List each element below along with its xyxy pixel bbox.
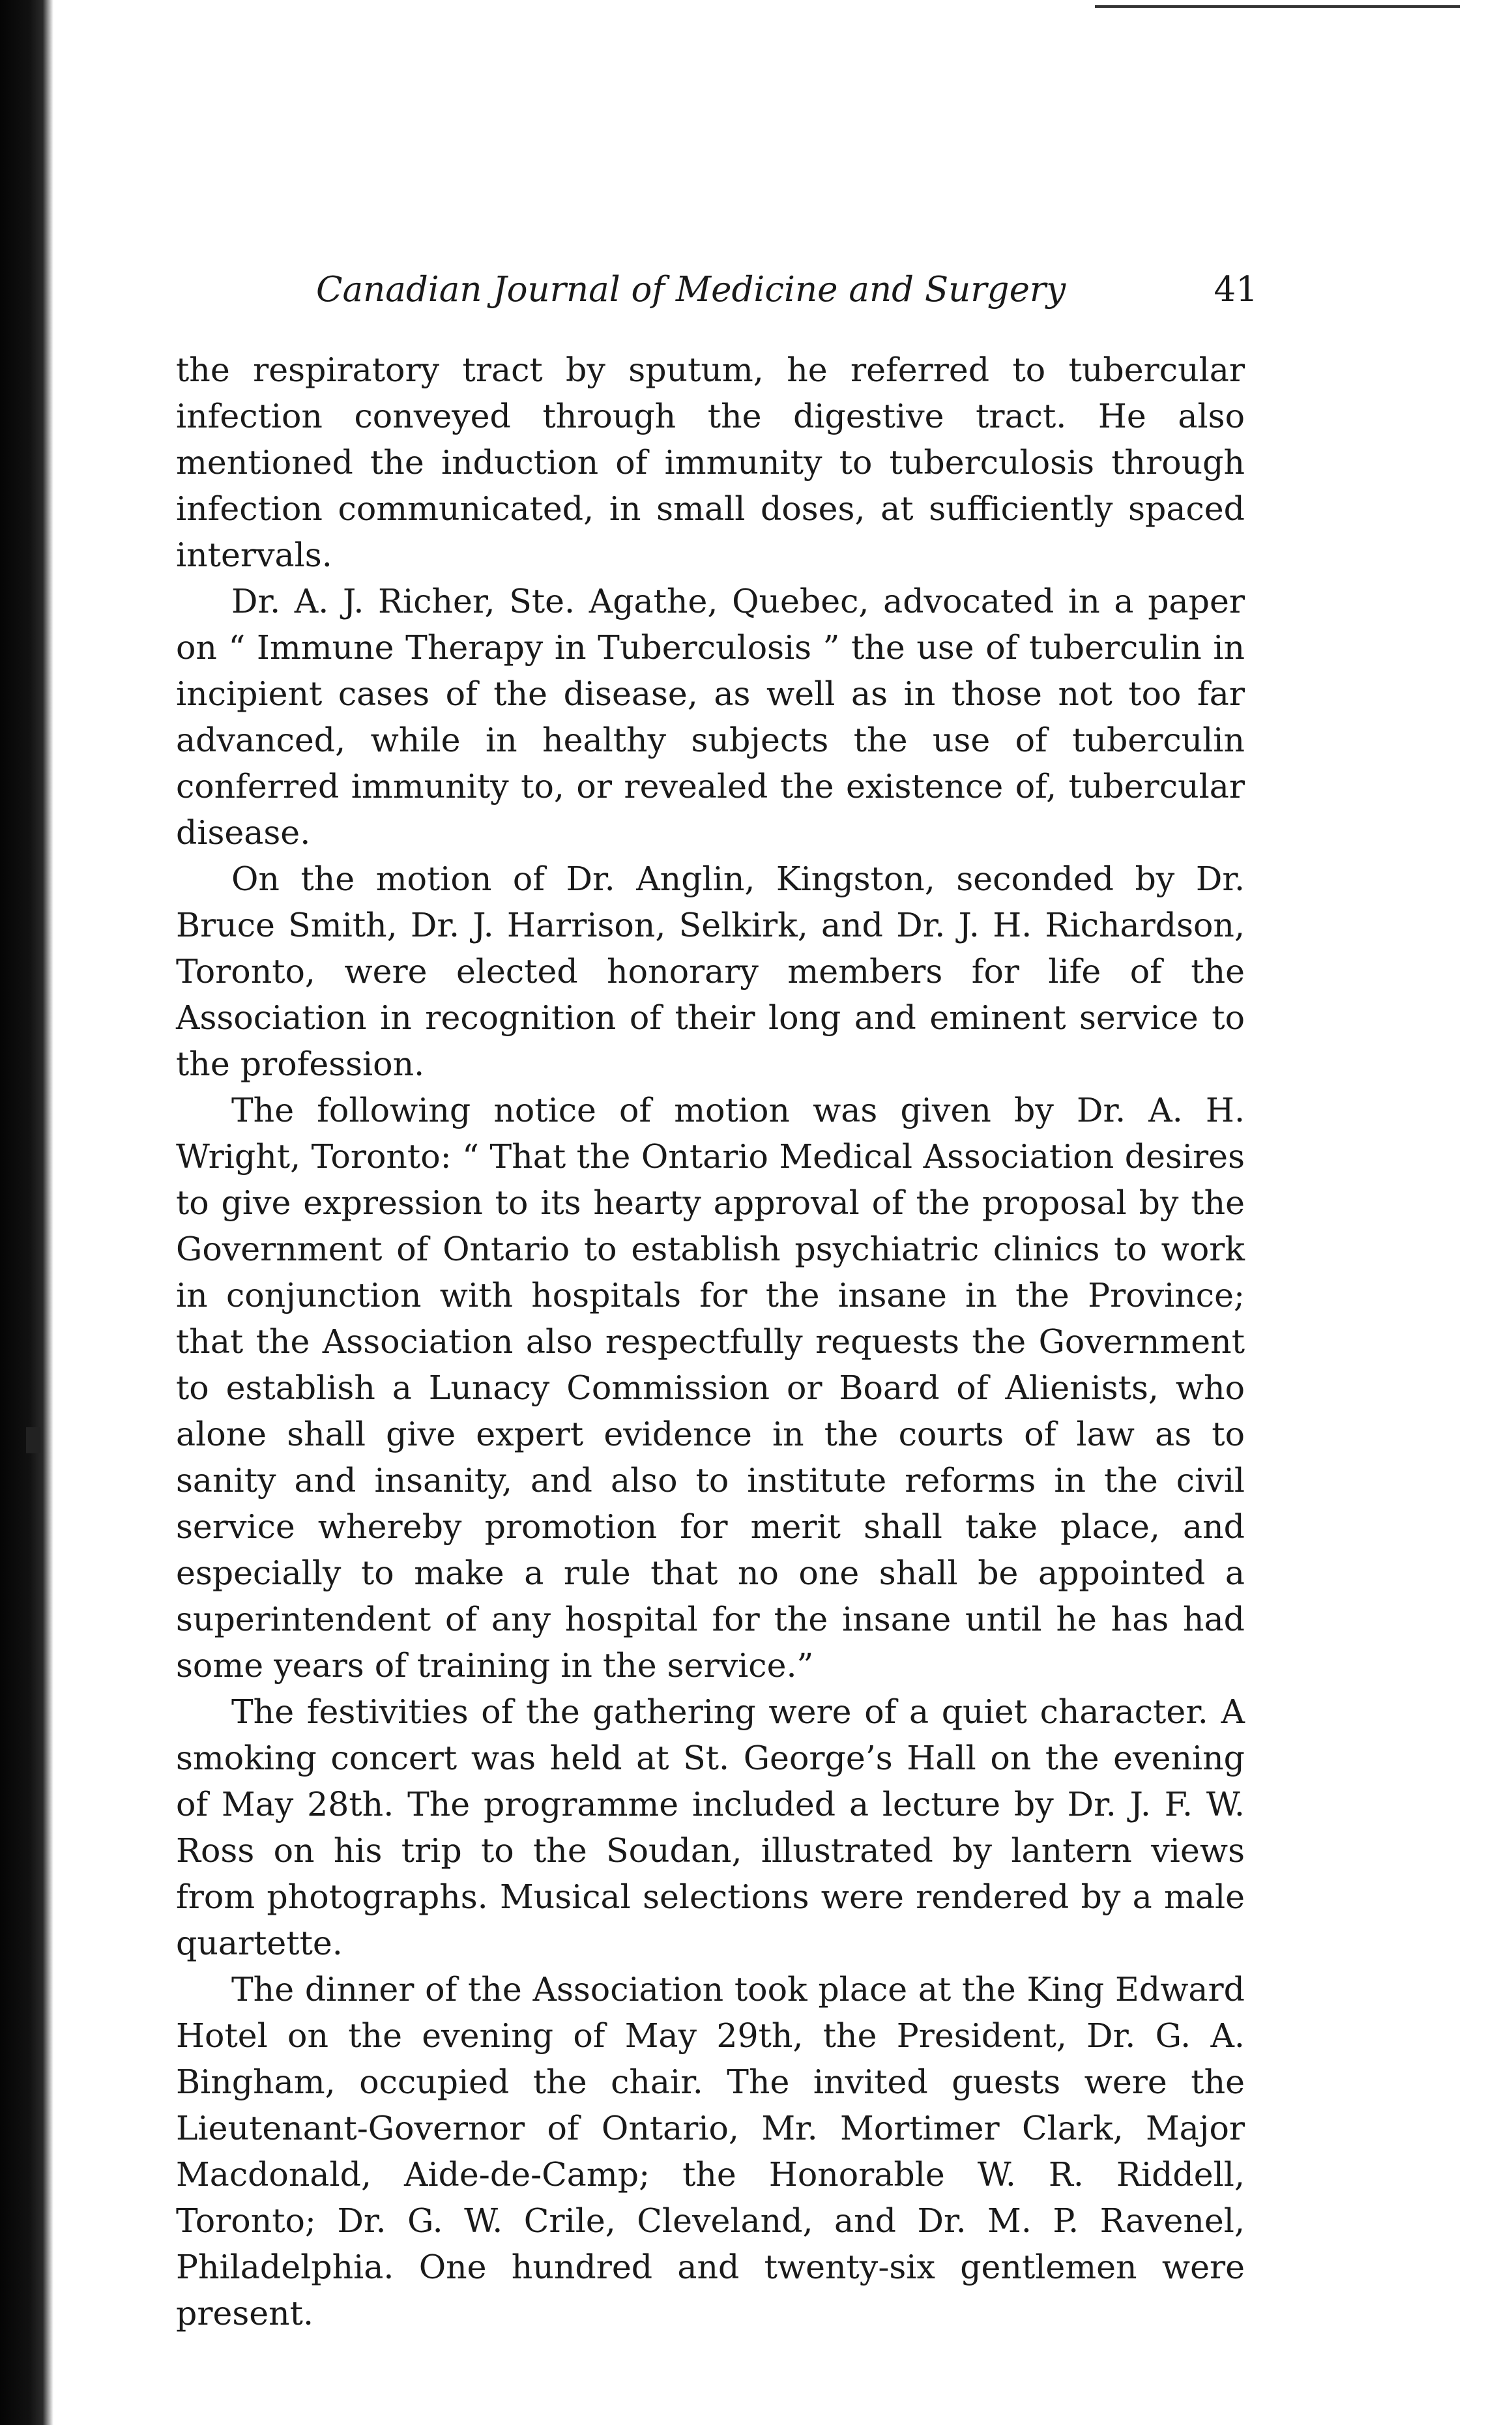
paragraph-notice-of-motion: The following notice of motion was given by Dr. A. H. Wright, Toronto: “ That the Ontario Medical Association desires to give expression to its hearty approval of the proposal by the Government of Ontario to establish psychiatric clinics to work in conjunction with hospitals for the insane in the Province; that the Association also respectfully requests the Government to establish a Lunacy Commission or Board of Alienists, who alone shall give expert evidence in the courts of law as to sanity and insanity, and also to institute reforms in the civil service whereby promotion for merit shall take place, and especially to make a rule that no one shall be appointed a superintendent of any hospital for the insane until he has had some years of training in the service.” (176, 1091, 1245, 1685)
scan-binding-edge (0, 0, 53, 2425)
scan-top-rule (1095, 5, 1460, 8)
paragraph-dinner: The dinner of the Association took place at the King Edward Hotel on the evening of May 29th, the President, Dr. G. A. Bingham, occupied the chair. The invited guests were the Lieutenant-Governor of Ontario, Mr. Mortimer Clark, Major Macdonald, Aide-de-Camp; the Honorable W. R. Riddell, Toronto; Dr. G. W. Crile, Cleveland, and Dr. M. P. Ravenel, Philadelphia. One hundred and twenty-six gentlemen were present. (176, 1970, 1245, 2332)
scan-speck (26, 1427, 40, 1453)
article-body (176, 347, 1245, 2336)
document-page (176, 261, 1258, 2336)
running-header (176, 261, 1258, 319)
page-number: 41 (1214, 270, 1258, 310)
paragraph-honorary-members: On the motion of Dr. Anglin, Kingston, seconded by Dr. Bruce Smith, Dr. J. Harrison, Selkirk, and Dr. J. H. Richardson, Toronto, were elected honorary members for life of the Association in recognition of their long and eminent service to the profession. (176, 860, 1245, 1083)
paragraph-festivities: The festivities of the gathering were of a quiet character. A smoking concert was held at St. George’s Hall on the evening of May 28th. The programme included a lecture by Dr. J. F. W. Ross on his trip to the Soudan, illustrated by lantern views from photographs. Musical selections were rendered by a male quartette. (176, 1692, 1245, 1962)
paragraph-continued: the respiratory tract by sputum, he referred to tubercular infection conveyed through the digestive tract. He also mentioned the induction of immunity to tuberculosis through infection communicated, in small doses, at sufficiently spaced intervals. (176, 351, 1245, 574)
paragraph-richer: Dr. A. J. Richer, Ste. Agathe, Quebec, advocated in a paper on “ Immune Therapy in Tuberculosis ” the use of tuberculin in incipient cases of the disease, as well as in those not too far advanced, while in healthy subjects the use of tuberculin conferred immunity to, or revealed the existence of, tubercular disease. (176, 582, 1245, 852)
journal-title: Canadian Journal of Medicine and Surgery (316, 270, 1066, 310)
